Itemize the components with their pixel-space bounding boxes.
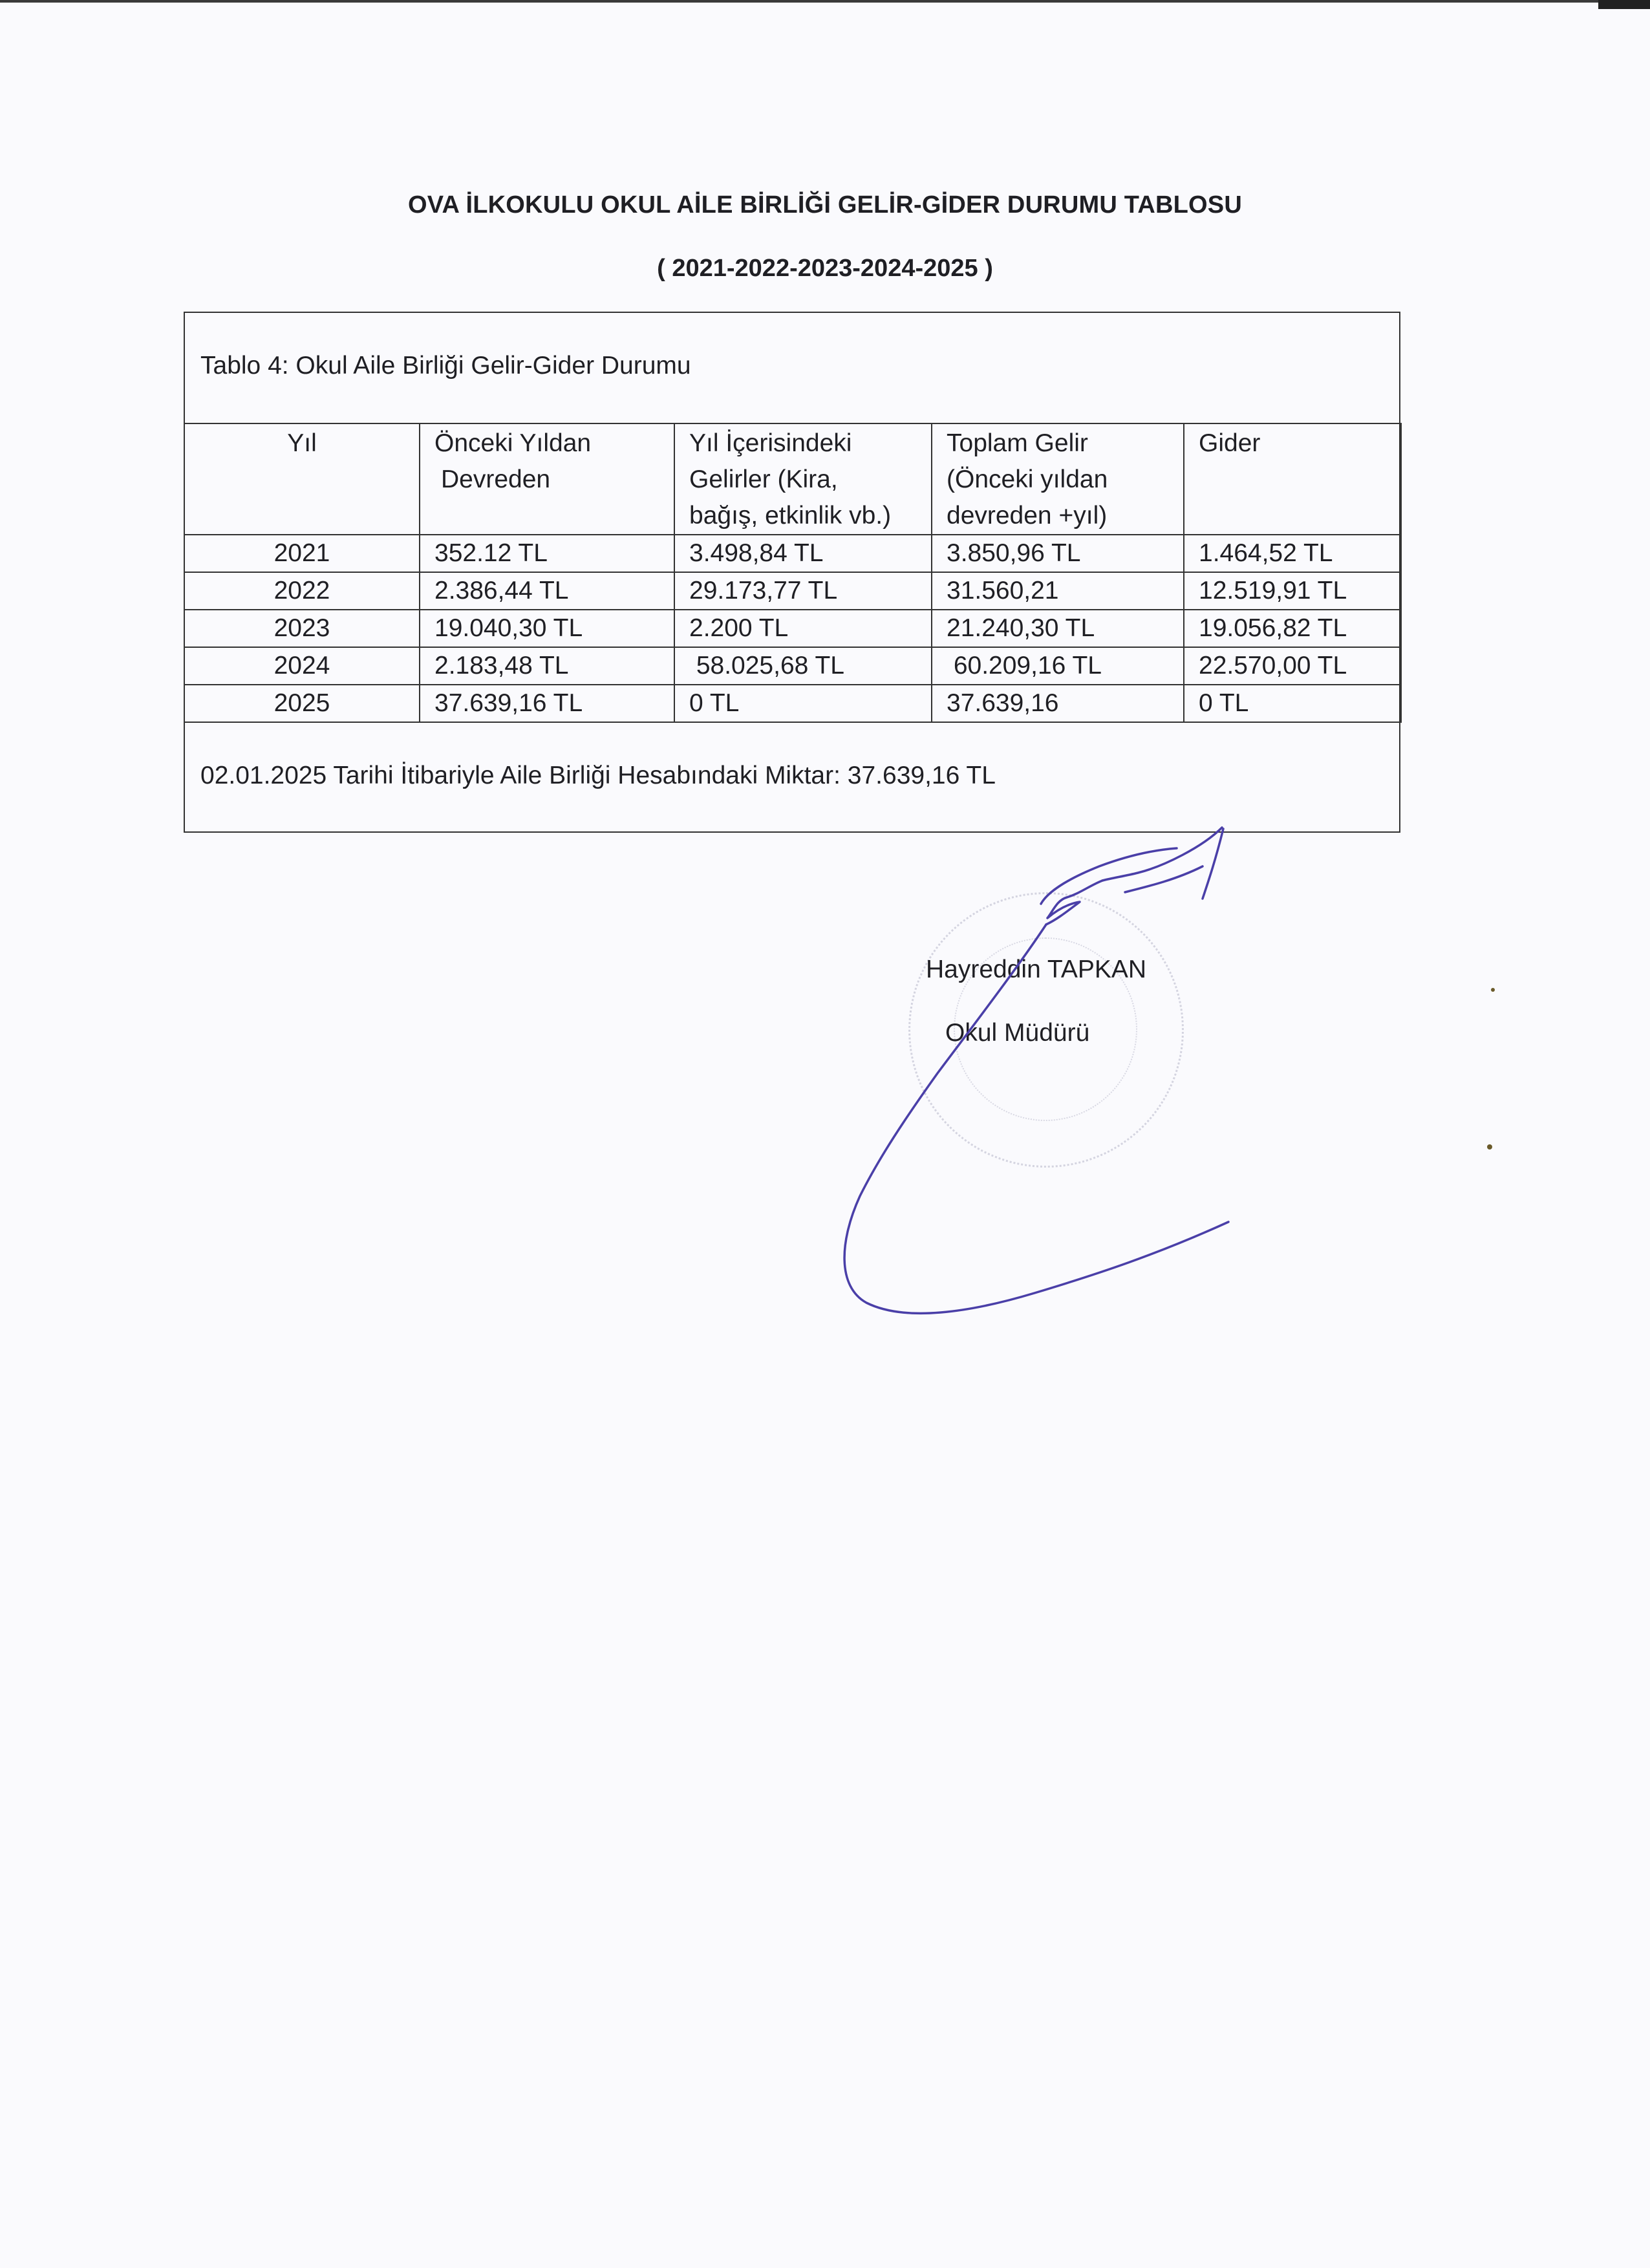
cell-carryover: 37.639,16 TL <box>420 685 674 722</box>
document-subtitle: ( 2021-2022-2023-2024-2025 ) <box>657 255 993 282</box>
scan-speck <box>1487 1144 1492 1150</box>
table-row <box>184 685 1401 722</box>
cell-carryover: 2.386,44 TL <box>420 572 674 610</box>
header-line: devreden +yıl) <box>947 502 1108 530</box>
header-line: Yıl İçerisindeki <box>689 429 852 457</box>
header-line: Gider <box>1199 429 1261 457</box>
cell-yearly-income: 58.025,68 TL <box>674 647 932 685</box>
table-row <box>184 535 1401 572</box>
cell-yearly-income: 3.498,84 TL <box>674 535 932 572</box>
cell-year: 2023 <box>184 610 420 647</box>
table-header-row <box>184 423 1401 535</box>
cell-expense: 19.056,82 TL <box>1184 610 1401 647</box>
header-line: Toplam Gelir <box>947 429 1088 457</box>
cell-carryover: 19.040,30 TL <box>420 610 674 647</box>
column-header-year <box>184 423 420 535</box>
column-header-total-income <box>932 423 1184 535</box>
page-top-edge <box>0 0 1650 3</box>
signer-name: Hayreddin TAPKAN <box>926 956 1147 983</box>
cell-carryover: 2.183,48 TL <box>420 647 674 685</box>
column-header-expense <box>1184 423 1401 535</box>
cell-expense: 0 TL <box>1184 685 1401 722</box>
cell-year: 2022 <box>184 572 420 610</box>
signer-role: Okul Müdürü <box>945 1019 1090 1047</box>
column-header-carryover <box>420 423 674 535</box>
cell-year: 2021 <box>184 535 420 572</box>
cell-carryover: 352.12 TL <box>420 535 674 572</box>
cell-expense: 22.570,00 TL <box>1184 647 1401 685</box>
header-line: Önceki Yıldan <box>434 429 592 457</box>
table-caption: Tablo 4: Okul Aile Birliği Gelir-Gider Durumu <box>200 352 691 380</box>
header-line: (Önceki yıldan <box>947 465 1108 493</box>
header-line: Gelirler (Kira, <box>689 465 838 493</box>
cell-total-income: 31.560,21 <box>932 572 1184 610</box>
cell-yearly-income: 0 TL <box>674 685 932 722</box>
cell-total-income: 37.639,16 <box>932 685 1184 722</box>
account-balance-note: 02.01.2025 Tarihi İtibariyle Aile Birliği Hesabındaki Miktar: 37.639,16 TL <box>200 762 996 789</box>
document-title: OVA İLKOKULU OKUL AİLE BİRLİĞİ GELİR-GİDER DURUMU TABLOSU <box>408 191 1242 219</box>
page-corner-mark <box>1598 0 1650 9</box>
cell-yearly-income: 2.200 TL <box>674 610 932 647</box>
cell-total-income: 3.850,96 TL <box>932 535 1184 572</box>
cell-total-income: 21.240,30 TL <box>932 610 1184 647</box>
handwritten-signature <box>763 821 1293 1358</box>
cell-total-income: 60.209,16 TL <box>932 647 1184 685</box>
header-line: bağış, etkinlik vb.) <box>689 502 892 530</box>
table-row <box>184 572 1401 610</box>
header-line: Devreden <box>441 465 551 493</box>
cell-yearly-income: 29.173,77 TL <box>674 572 932 610</box>
cell-expense: 12.519,91 TL <box>1184 572 1401 610</box>
cell-expense: 1.464,52 TL <box>1184 535 1401 572</box>
table-row <box>184 647 1401 685</box>
table-frame <box>184 312 1400 833</box>
header-line: Yıl <box>287 429 317 457</box>
cell-year: 2025 <box>184 685 420 722</box>
column-header-yearly-income <box>674 423 932 535</box>
table-row <box>184 610 1401 647</box>
income-expense-table <box>184 423 1402 723</box>
scan-speck <box>1491 988 1495 992</box>
cell-year: 2024 <box>184 647 420 685</box>
